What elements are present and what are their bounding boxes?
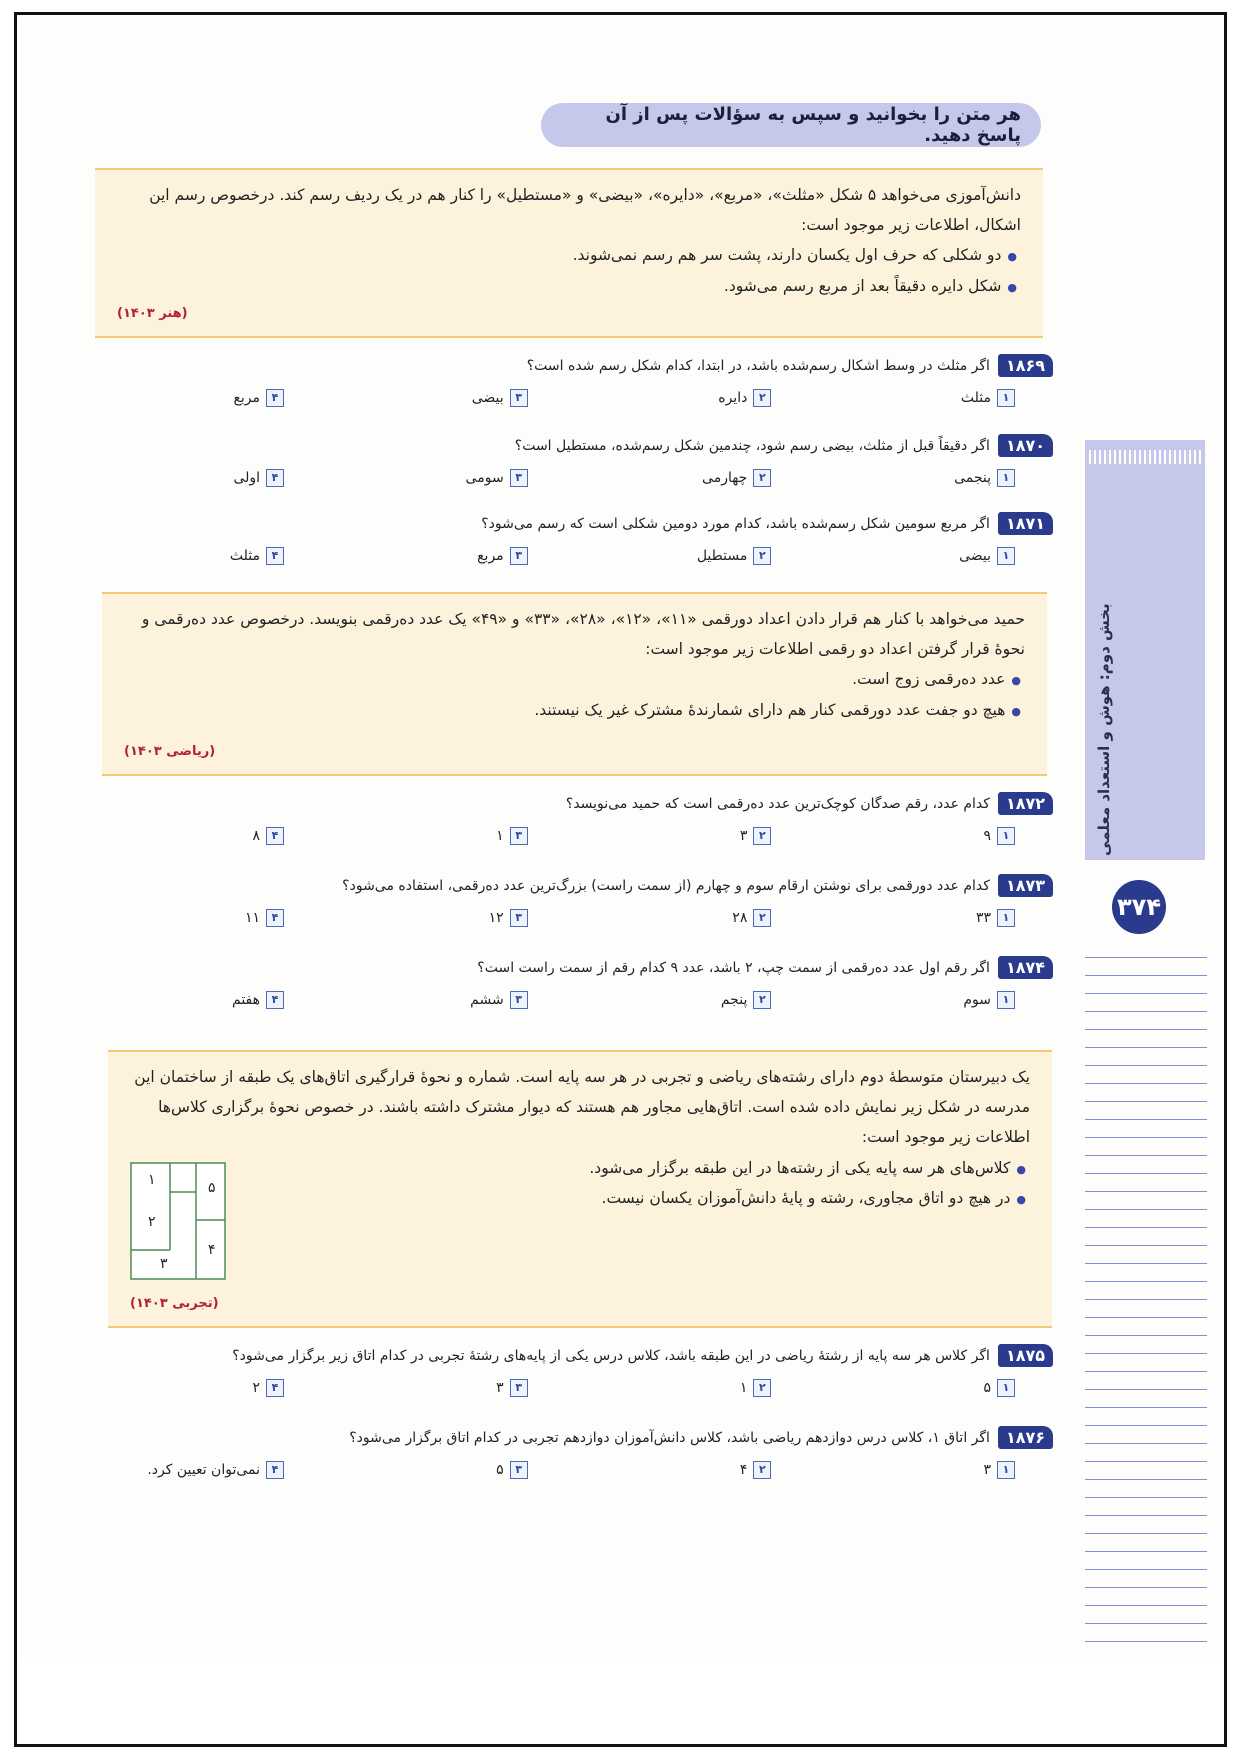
question-number: ۱۸۷۴ <box>998 956 1053 979</box>
option-2[interactable]: ۲ ۲۸ <box>621 909 771 927</box>
passage-source: (هنر ۱۴۰۳) <box>117 305 188 321</box>
option-3[interactable]: ۳ ۱ <box>378 827 528 845</box>
option-3[interactable]: ۳ ششم <box>378 991 528 1009</box>
option-4[interactable]: ۴ مربع <box>134 389 284 407</box>
question-number: ۱۸۷۳ <box>998 874 1053 897</box>
question-1873 <box>96 874 1053 927</box>
section-title: بخش دوم: هوش و استعداد معلمی <box>1095 603 1113 857</box>
option-3[interactable]: ۳ ۳ <box>378 1379 528 1397</box>
option-2[interactable]: ۲ مستطیل <box>621 547 771 565</box>
option-3[interactable]: ۳ سومی <box>378 469 528 487</box>
option-4[interactable]: ۴ مثلث <box>134 547 284 565</box>
option-1[interactable]: ۱ پنجمی <box>865 469 1015 487</box>
passage-text: حمید می‌خواهد با کنار هم قرار دادن اعداد دورقمی «۱۱»، «۱۲»، «۲۸»، «۳۳» و «۴۹» یک عدد ده‌رقمی بنویسد. درخصوص عدد ده‌رقمی و نحوهٔ قرار گرفتن اعداد دو رقمی اطلاعات زیر موجود است: <box>141 610 1025 659</box>
note-lines <box>1085 940 1207 1650</box>
option-1[interactable]: ۱ ۳۳ <box>865 909 1015 927</box>
question-number: ۱۸۷۰ <box>998 434 1053 457</box>
passage-source: (ریاضی ۱۴۰۳) <box>124 743 216 759</box>
passage-bullet: ● کلاس‌های هر سه پایه یکی از رشته‌ها در این طبقه برگزار می‌شود. <box>126 1153 1026 1183</box>
option-2[interactable]: ۲ ۴ <box>621 1461 771 1479</box>
option-4[interactable]: ۴ ۱۱ <box>134 909 284 927</box>
room-label-4: ۴ <box>208 1242 216 1258</box>
option-2[interactable]: ۲ ۱ <box>621 1379 771 1397</box>
question-number: ۱۸۷۱ <box>998 512 1053 535</box>
question-text: اگر اتاق ۱، کلاس درس دوازدهم ریاضی باشد، کلاس دانش‌آموزان دوازدهم تجربی در کدام اتاق برگزار می‌شود؟ <box>349 1429 990 1446</box>
question-1875 <box>96 1344 1053 1397</box>
option-2[interactable]: ۲ ۳ <box>621 827 771 845</box>
question-1870 <box>96 434 1053 487</box>
option-3[interactable]: ۳ ۱۲ <box>378 909 528 927</box>
question-1871 <box>96 512 1053 565</box>
passage-bullet: ● شکل دایره دقیقاً بعد از مربع رسم می‌شود. <box>113 271 1017 301</box>
question-text: اگر کلاس هر سه پایه از رشتهٔ ریاضی در این طبقه باشد، کلاس درس یکی از پایه‌های رشتهٔ تجربی در کدام اتاق زیر برگزار می‌شود؟ <box>232 1347 990 1364</box>
instruction-text: هر متن را بخوانید و سپس به سؤالات پس از آن پاسخ دهید. <box>605 104 1021 146</box>
option-1[interactable]: ۱ بیضی <box>865 547 1015 565</box>
room-layout-figure <box>130 1162 226 1280</box>
passage-bullet: ● دو شکلی که حرف اول یکسان دارند، پشت سر هم رسم نمی‌شوند. <box>113 240 1017 270</box>
passage-1 <box>95 168 1043 338</box>
option-1[interactable]: ۱ ۵ <box>865 1379 1015 1397</box>
question-number: ۱۸۶۹ <box>998 354 1053 377</box>
side-stripe <box>1089 450 1201 464</box>
option-4[interactable]: ۴ هفتم <box>134 991 284 1009</box>
question-number: ۱۸۷۲ <box>998 792 1053 815</box>
option-3[interactable]: ۳ مربع <box>378 547 528 565</box>
option-2[interactable]: ۲ چهارمی <box>621 469 771 487</box>
page-number: ۳۷۴ <box>1112 880 1166 934</box>
passage-text: یک دبیرستان متوسطهٔ دوم دارای رشته‌های ریاضی و تجربی در هر سه پایه است. شماره و نحوهٔ قرارگیری اتاق‌های یک طبقه از ساختمان این مدرسه در شکل زیر نمایش داده شده است. اتاق‌هایی مجاور هم هستند که دیوار مشترک داشته باشند. در خصوص نحوهٔ برگزاری کلاس‌ها اطلاعات زیر موجود است: <box>134 1068 1030 1147</box>
question-number: ۱۸۷۵ <box>998 1344 1053 1367</box>
question-text: کدام عدد، رقم صدگان کوچک‌ترین عدد ده‌رقمی است که حمید می‌نویسد؟ <box>565 795 990 812</box>
passage-bullet: ● هیچ دو جفت عدد دورقمی کنار هم دارای شمارندهٔ مشترک غیر یک نیستند. <box>120 695 1021 725</box>
instruction-banner <box>541 103 1041 147</box>
option-1[interactable]: ۱ ۳ <box>865 1461 1015 1479</box>
passage-3 <box>108 1050 1052 1328</box>
option-3[interactable]: ۳ بیضی <box>378 389 528 407</box>
question-1869 <box>96 354 1053 407</box>
option-1[interactable]: ۱ مثلث <box>865 389 1015 407</box>
room-label-1: ۱ <box>148 1172 156 1188</box>
option-1[interactable]: ۱ ۹ <box>865 827 1015 845</box>
question-text: اگر مثلث در وسط اشکال رسم‌شده باشد، در ابتدا، کدام شکل رسم شده است؟ <box>526 357 990 374</box>
option-1[interactable]: ۱ سوم <box>865 991 1015 1009</box>
question-text: اگر رقم اول عدد ده‌رقمی از سمت چپ، ۲ باشد، عدد ۹ کدام رقم از سمت راست است؟ <box>477 959 990 976</box>
question-1874 <box>96 956 1053 1009</box>
question-number: ۱۸۷۶ <box>998 1426 1053 1449</box>
room-label-5: ۵ <box>208 1180 216 1196</box>
passage-bullet: ● در هیچ دو اتاق مجاوری، رشته و پایهٔ دانش‌آموزان یکسان نیست. <box>126 1183 1026 1213</box>
option-2[interactable]: ۲ پنجم <box>621 991 771 1009</box>
question-1876 <box>96 1426 1053 1479</box>
room-label-3: ۳ <box>160 1256 168 1272</box>
passage-source: (تجربی ۱۴۰۳) <box>130 1295 219 1311</box>
passage-text: دانش‌آموزی می‌خواهد ۵ شکل «مثلث»، «مربع»، «دایره»، «بیضی» و «مستطیل» را کنار هم در یک ردیف رسم کند. درخصوص رسم این اشکال، اطلاعات زیر موجود است: <box>149 186 1021 235</box>
passage-bullet: ● عدد ده‌رقمی زوج است. <box>120 664 1021 694</box>
option-2[interactable]: ۲ دایره <box>621 389 771 407</box>
question-text: کدام عدد دورقمی برای نوشتن ارقام سوم و چهارم (از سمت راست) بزرگ‌ترین عدد ده‌رقمی، استفاده می‌شود؟ <box>342 877 990 894</box>
option-4[interactable]: ۴ ۸ <box>134 827 284 845</box>
question-text: اگر مربع سومین شکل رسم‌شده باشد، کدام مورد دومین شکلی است که رسم می‌شود؟ <box>481 515 990 532</box>
option-3[interactable]: ۳ ۵ <box>378 1461 528 1479</box>
question-text: اگر دقیقاً قبل از مثلث، بیضی رسم شود، چندمین شکل رسم‌شده، مستطیل است؟ <box>514 437 990 454</box>
option-4[interactable]: ۴ نمی‌توان تعیین کرد. <box>134 1461 284 1479</box>
passage-2 <box>102 592 1047 776</box>
option-4[interactable]: ۴ ۲ <box>134 1379 284 1397</box>
option-4[interactable]: ۴ اولی <box>134 469 284 487</box>
room-label-2: ۲ <box>148 1214 156 1230</box>
question-1872 <box>96 792 1053 845</box>
